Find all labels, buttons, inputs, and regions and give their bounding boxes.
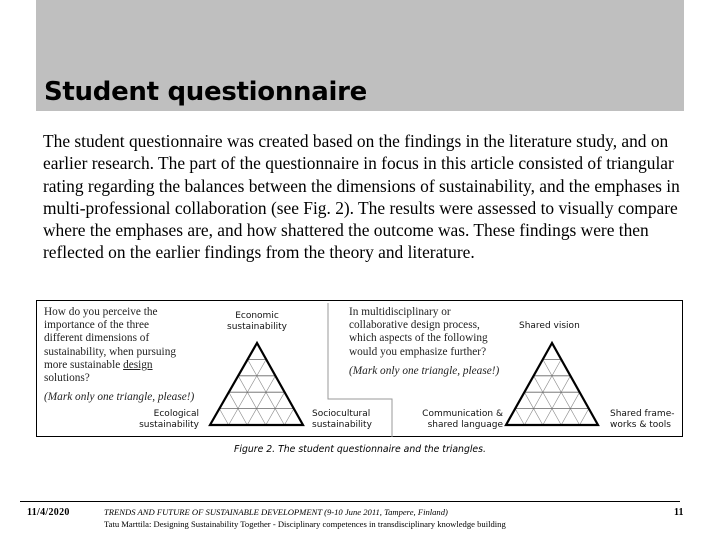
title-band — [36, 0, 684, 111]
footer-conference: TRENDS AND FUTURE OF SUSTAINABLE DEVELOPMENT (9-10 June 2011, Tampere, Finland) — [104, 507, 448, 517]
triangle-sustainability[interactable] — [210, 343, 303, 425]
right-question: In multidisciplinary or collaborative design process, which aspects of the following would you emphasize further? (Mark only one triangle, please!) — [349, 306, 519, 378]
footer-author-title: Tatu Marttila: Designing Sustainability Together - Disciplinary competences in transdisciplinary knowledge building — [104, 519, 506, 529]
label-shared-frameworks: Shared frame- works & tools — [610, 409, 675, 430]
label-shared-vision: Shared vision — [519, 321, 580, 331]
footer-date: 11/4/2020 — [27, 507, 70, 518]
slide-title: Student questionnaire — [44, 77, 367, 107]
page-number: 11 — [674, 507, 684, 518]
left-question: How do you perceive the importance of the three different dimensions of sustainability, when pursuing more sustainable design solutions? (Mark only one triangle, please!) — [44, 306, 214, 404]
figure-questionnaire — [36, 300, 683, 437]
label-communication: Communication & shared language — [422, 409, 503, 430]
right-note: (Mark only one triangle, please!) — [349, 364, 500, 377]
figure-caption: Figure 2. The student questionnaire and the triangles. — [234, 444, 486, 455]
label-ecological: Ecological sustainability — [139, 409, 199, 430]
left-note: (Mark only one triangle, please!) — [44, 391, 195, 404]
triangle-collaboration[interactable] — [506, 343, 598, 425]
label-sociocultural: Sociocultural sustainability — [312, 409, 372, 430]
label-economic: Economic sustainability — [227, 311, 287, 332]
footer-divider — [20, 501, 680, 502]
body-paragraph: The student questionnaire was created based on the findings in the literature study, and on earlier research. The part of the questionnaire in focus in this article consisted of triangular rating regarding the balances between the dimensions of sustainability, and the emphases in multi-professional collaboration (see Fig. 2). The results were assessed to visually compare where the emphases are, and how shattered the outcome was. These findings were then reflected on the earlier findings from the theory and literature. — [43, 131, 680, 263]
